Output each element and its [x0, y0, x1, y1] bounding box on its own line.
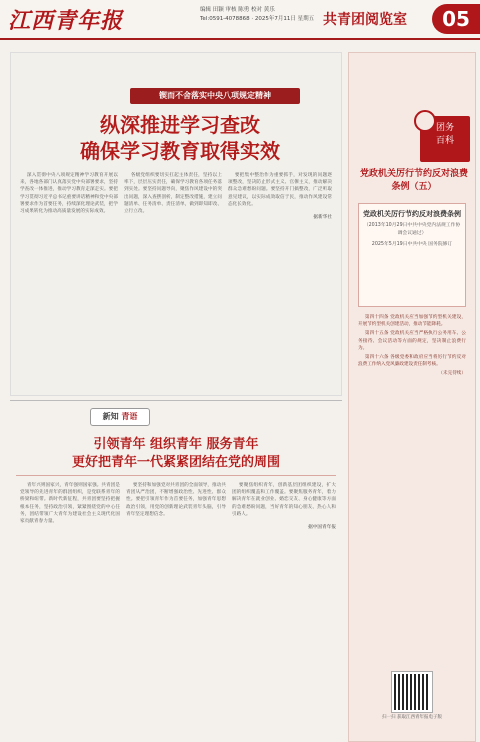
youth-story-column-2	[126, 482, 226, 732]
sidebar-text	[358, 314, 466, 378]
lead-story-headline	[30, 112, 330, 164]
masthead	[0, 0, 480, 40]
badge-line2: 百科	[435, 136, 454, 146]
masthead-meta-line2: Tel:0591-4078868 · 2025年7月11日 星期五	[200, 16, 315, 22]
regulation-title: 党政机关厉行节约反对浪费条例	[363, 210, 461, 218]
youth-story-headline-line1: 引领青年 组织青年 服务青年	[93, 437, 259, 452]
badge-line1: 团务	[435, 123, 454, 133]
youth-story-paragraph: 青年兴则国家兴，青年强则国家强。共青团是党领导的先进青年的群团组织，是党联系青年的桥梁和纽带。新时代新征程，共青团要坚持把握根本任务，坚持政治引领，紧紧围绕党的中心任务，团结带领广大青年为建设社会主义现代化国家贡献青春力量。	[20, 483, 120, 525]
lead-story-kicker: 锲而不舍落实中央八项规定精神	[130, 88, 300, 104]
sidebar-paragraph: 第四十六条 各级党委和政府应当将厉行节约反对浪费工作纳入党风廉政建设责任制考核。	[358, 355, 466, 368]
page-number: 05	[432, 4, 480, 34]
lead-story-headline-line2: 确保学习教育取得实效	[80, 139, 280, 163]
newspaper-logo: 江西青年报	[8, 8, 124, 34]
youth-story-paragraph: 要聚焦组织青年，创新基层团组织建设，扩大团的组织覆盖和工作覆盖。要聚焦服务青年，着力解决青年在就业创业、婚恋交友、身心健康等方面的急难愁盼问题，当好青年的知心朋友、热心人和引路人。	[232, 483, 336, 517]
section-title: 共青团阅览室	[323, 12, 407, 28]
youth-story-column-1	[20, 482, 120, 732]
youth-story-headline	[14, 436, 338, 472]
lead-story-column-3	[228, 172, 332, 392]
regulation-meta-1: （2013年10月29日中共中央党内法规工作协调会议通过）	[363, 223, 461, 236]
lead-story-source: 据新华社	[313, 215, 332, 221]
youth-story-headline-line2: 更好把青年一代紧紧团结在党的周围	[71, 455, 280, 470]
lead-story-paragraph: 各级党组织要切实扛起主体责任，坚持以上率下，层层压实责任，确保学习教育各项任务落到实处。要坚持问题导向，聚焦作风建设中的突出问题，深入查摆剖析，制定整改措施，建立问题清单、任务清单、责任清单，做到即知即改、立行立改。	[124, 173, 222, 215]
masthead-meta	[200, 6, 314, 24]
qr-caption: 扫一扫 获取江西青年报电子版	[382, 715, 442, 720]
regulation-info-box	[358, 203, 466, 307]
lead-story-column-1	[20, 172, 118, 392]
lead-story-column-2	[124, 172, 222, 392]
sidebar-headline: 党政机关厉行节约反对浪费条例（五）	[359, 169, 468, 192]
sidebar-paragraph: 第四十五条 党政机关应当严格执行公务用车、公务接待、会议活动等方面的规定，坚决制止浪费行为。	[358, 331, 466, 351]
sidebar-paragraph: 第四十四条 党政机关应当加强节约型机关建设，开展节约型机关创建活动，推动节能降耗。	[358, 315, 466, 328]
qr-code-icon[interactable]	[392, 672, 432, 712]
tuanwu-baike-badge	[420, 116, 470, 162]
column-tag	[90, 408, 150, 426]
masthead-meta-line1: 编辑 田颖 审核 陈勇 校对 黄乐	[200, 7, 275, 13]
lead-story-paragraph: 要把集中整治作为重要抓手，对发现的问题逐项整改，坚决防止形式主义、官僚主义，推动解决群众急难愁盼问题。要坚持开门搞整改，广泛听取意见建议，以实际成效取信于民，推动作风建设常态化长效化。	[228, 173, 332, 207]
column-tag-suffix: 青语	[121, 412, 138, 421]
lead-story-paragraph: 深入贯彻中央八项规定精神学习教育开展以来，各地各部门认真落实党中央部署要求，坚持学查改一体推进，推动学习教育走深走实。要把学习贯彻习近平总书记重要讲话精神和党中央部署要求作为首要任务，持续深化理论武装，把学习成果转化为推动高质量发展的实际成效。	[20, 173, 118, 215]
regulation-meta-2: 2025年5月19日中共中央 国务院修订	[371, 242, 453, 247]
youth-story-source: 据中国青年报	[308, 525, 336, 531]
sidebar-source: （未完待续）	[438, 371, 466, 377]
lead-story-headline-line1: 纵深推进学习查改	[100, 113, 260, 137]
column-tag-prefix: 新知	[102, 412, 119, 421]
section-divider	[10, 400, 342, 401]
youth-story-paragraph: 要坚持和加强党对共青团的全面领导，推动共青团从严治团，不断增强政治性、先进性、群众性。要把引领青年作为首要任务，加强青年思想政治引领，用党的创新理论武装青年头脑，引导青年坚定理想信念。	[126, 483, 226, 517]
headline-rule	[16, 475, 336, 476]
youth-story-column-3	[232, 482, 336, 732]
